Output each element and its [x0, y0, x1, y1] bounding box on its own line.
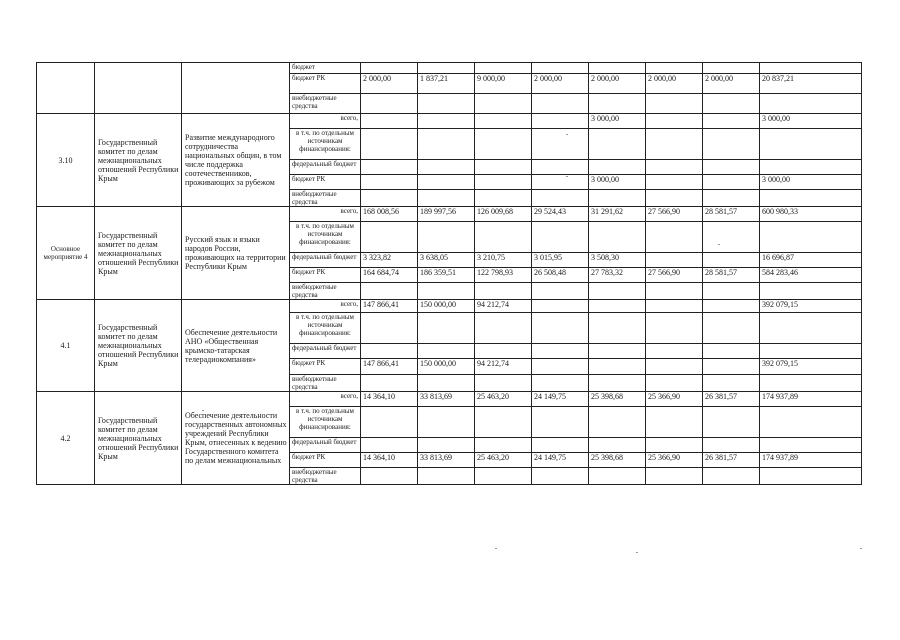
- amount-cell: [475, 313, 532, 344]
- amount-cell: [589, 160, 646, 175]
- total-amount-cell: 600 980,33: [760, 207, 862, 222]
- amount-cell: [532, 222, 589, 253]
- amount-cell: [703, 344, 760, 359]
- amount-cell: 33 813,69: [418, 392, 475, 407]
- amount-cell: [361, 175, 418, 190]
- amount-cell: [589, 94, 646, 114]
- amount-cell: [703, 129, 760, 160]
- funding-source-label: бюджет РК: [290, 453, 361, 468]
- amount-cell: [703, 222, 760, 253]
- total-amount-cell: 392 079,15: [760, 300, 862, 313]
- amount-cell: [532, 300, 589, 313]
- amount-cell: 2 000,00: [361, 74, 418, 94]
- total-amount-cell: 20 837,21: [760, 74, 862, 94]
- amount-cell: 25 398,68: [589, 392, 646, 407]
- amount-cell: [703, 438, 760, 453]
- item-number: 4.1: [37, 300, 95, 392]
- amount-cell: [532, 190, 589, 207]
- amount-cell: [475, 222, 532, 253]
- amount-cell: [589, 375, 646, 392]
- amount-cell: [475, 468, 532, 485]
- total-amount-cell: [760, 375, 862, 392]
- amount-cell: 24 149,75: [532, 392, 589, 407]
- amount-cell: [646, 94, 703, 114]
- amount-cell: 26 381,57: [703, 392, 760, 407]
- executor-cell: Государственный комитет по делам межнациональных отношений Республики Крым: [95, 207, 182, 300]
- amount-cell: [703, 375, 760, 392]
- amount-cell: [361, 114, 418, 129]
- total-amount-cell: [760, 468, 862, 485]
- measure-name-cell: Обеспечение деятельности государственных автономных учреждений Республики Крым, отнесенных к ведению Государственного комитета по делам межнациональных: [182, 392, 290, 485]
- amount-cell: 122 798,93: [475, 268, 532, 283]
- total-amount-cell: [760, 160, 862, 175]
- amount-cell: 14 364,10: [361, 392, 418, 407]
- total-amount-cell: [760, 190, 862, 207]
- amount-cell: [646, 114, 703, 129]
- amount-cell: [532, 407, 589, 438]
- funding-source-label: федеральный бюджет: [290, 160, 361, 175]
- amount-cell: [361, 190, 418, 207]
- funding-source-label: внебюджетные средства: [290, 283, 361, 300]
- amount-cell: [361, 313, 418, 344]
- amount-cell: [418, 344, 475, 359]
- scan-speck: [495, 548, 497, 549]
- amount-cell: [703, 160, 760, 175]
- amount-cell: 2 000,00: [703, 74, 760, 94]
- amount-cell: [475, 160, 532, 175]
- funding-source-label: в т.ч. по отдельным источникам финансирования:: [290, 313, 361, 344]
- measure-name-cell: [182, 63, 290, 114]
- amount-cell: [361, 283, 418, 300]
- amount-cell: [418, 160, 475, 175]
- amount-cell: 25 366,90: [646, 392, 703, 407]
- funding-source-label: всего,: [290, 207, 361, 222]
- funding-source-label: всего,: [290, 114, 361, 129]
- amount-cell: 27 566,90: [646, 207, 703, 222]
- amount-cell: [475, 114, 532, 129]
- amount-cell: [646, 253, 703, 268]
- total-amount-cell: [760, 63, 862, 74]
- amount-cell: [361, 94, 418, 114]
- amount-cell: [589, 407, 646, 438]
- amount-cell: 94 212,74: [475, 359, 532, 375]
- amount-cell: [646, 468, 703, 485]
- funding-source-label: внебюджетные средства: [290, 468, 361, 485]
- amount-cell: 2 000,00: [532, 74, 589, 94]
- amount-cell: 26 381,57: [703, 453, 760, 468]
- amount-cell: [532, 313, 589, 344]
- item-number: [37, 63, 95, 114]
- table-row: [37, 392, 862, 407]
- amount-cell: 150 000,00: [418, 359, 475, 375]
- amount-cell: [418, 114, 475, 129]
- amount-cell: [418, 222, 475, 253]
- amount-cell: 3 210,75: [475, 253, 532, 268]
- funding-source-label: внебюджетные средства: [290, 190, 361, 207]
- total-amount-cell: [760, 222, 862, 253]
- total-amount-cell: 16 696,87: [760, 253, 862, 268]
- amount-cell: [646, 222, 703, 253]
- table-row: [37, 300, 862, 313]
- amount-cell: [475, 190, 532, 207]
- amount-cell: [589, 300, 646, 313]
- amount-cell: 2 000,00: [589, 74, 646, 94]
- amount-cell: [418, 190, 475, 207]
- amount-cell: [418, 407, 475, 438]
- amount-cell: [703, 300, 760, 313]
- total-amount-cell: 174 937,89: [760, 453, 862, 468]
- amount-cell: [646, 438, 703, 453]
- amount-cell: [361, 344, 418, 359]
- funding-source-label: внебюджетные средства: [290, 94, 361, 114]
- amount-cell: [646, 344, 703, 359]
- amount-cell: [532, 359, 589, 375]
- amount-cell: [646, 175, 703, 190]
- amount-cell: [361, 63, 418, 74]
- funding-source-label: бюджет: [290, 63, 361, 74]
- funding-source-label: бюджет РК: [290, 74, 361, 94]
- amount-cell: [361, 468, 418, 485]
- scan-speck: [636, 552, 638, 553]
- amount-cell: [475, 129, 532, 160]
- amount-cell: [418, 63, 475, 74]
- amount-cell: [361, 160, 418, 175]
- amount-cell: [703, 468, 760, 485]
- amount-cell: [361, 129, 418, 160]
- amount-cell: 1 837,21: [418, 74, 475, 94]
- amount-cell: 3 015,95: [532, 253, 589, 268]
- funding-source-label: федеральный бюджет: [290, 438, 361, 453]
- amount-cell: [532, 175, 589, 190]
- amount-cell: 189 997,56: [418, 207, 475, 222]
- funding-source-label: бюджет РК: [290, 359, 361, 375]
- amount-cell: 33 813,69: [418, 453, 475, 468]
- executor-cell: Государственный комитет по делам межнациональных отношений Республики Крым: [95, 114, 182, 207]
- amount-cell: 3 638,05: [418, 253, 475, 268]
- total-amount-cell: 584 283,46: [760, 268, 862, 283]
- item-number: 3.10: [37, 114, 95, 207]
- amount-cell: [646, 160, 703, 175]
- amount-cell: 28 581,57: [703, 268, 760, 283]
- amount-cell: [532, 160, 589, 175]
- table-row: [37, 114, 862, 129]
- funding-source-label: в т.ч. по отдельным источникам финансирования:: [290, 222, 361, 253]
- amount-cell: [589, 438, 646, 453]
- amount-cell: 27 566,90: [646, 268, 703, 283]
- table-row: [37, 63, 862, 74]
- amount-cell: 31 291,62: [589, 207, 646, 222]
- amount-cell: [361, 407, 418, 438]
- amount-cell: [532, 344, 589, 359]
- total-amount-cell: [760, 94, 862, 114]
- amount-cell: 186 359,51: [418, 268, 475, 283]
- scan-speck: [566, 134, 568, 135]
- amount-cell: [361, 438, 418, 453]
- amount-cell: [589, 344, 646, 359]
- amount-cell: [646, 300, 703, 313]
- total-amount-cell: [760, 283, 862, 300]
- item-number: Основное мероприятие 4: [37, 207, 95, 300]
- funding-source-label: бюджет РК: [290, 268, 361, 283]
- amount-cell: [418, 438, 475, 453]
- amount-cell: [589, 129, 646, 160]
- amount-cell: [703, 190, 760, 207]
- amount-cell: 150 000,00: [418, 300, 475, 313]
- funding-source-label: всего,: [290, 300, 361, 313]
- amount-cell: [646, 190, 703, 207]
- amount-cell: 126 009,68: [475, 207, 532, 222]
- amount-cell: [418, 468, 475, 485]
- amount-cell: 29 524,43: [532, 207, 589, 222]
- budget-table: [36, 62, 862, 485]
- amount-cell: 147 866,41: [361, 359, 418, 375]
- amount-cell: [646, 359, 703, 375]
- amount-cell: 3 323,82: [361, 253, 418, 268]
- amount-cell: [703, 313, 760, 344]
- amount-cell: 25 398,68: [589, 453, 646, 468]
- amount-cell: [703, 63, 760, 74]
- measure-name-cell: Обеспечение деятельности АНО «Общественная крымско-татарская телерадиокомпания»: [182, 300, 290, 392]
- total-amount-cell: [760, 438, 862, 453]
- amount-cell: [532, 63, 589, 74]
- funding-source-label: в т.ч. по отдельным источникам финансирования:: [290, 129, 361, 160]
- amount-cell: [589, 313, 646, 344]
- funding-source-label: внебюджетные средства: [290, 375, 361, 392]
- total-amount-cell: 174 937,89: [760, 392, 862, 407]
- amount-cell: [418, 313, 475, 344]
- scan-speck: [860, 548, 862, 549]
- amount-cell: [703, 114, 760, 129]
- scan-speck: [718, 244, 720, 245]
- total-amount-cell: 3 000,00: [760, 175, 862, 190]
- amount-cell: [418, 375, 475, 392]
- total-amount-cell: [760, 407, 862, 438]
- funding-source-label: бюджет РК: [290, 175, 361, 190]
- amount-cell: [418, 94, 475, 114]
- amount-cell: [361, 222, 418, 253]
- amount-cell: 25 463,20: [475, 453, 532, 468]
- scan-speck: [566, 176, 568, 177]
- amount-cell: [589, 222, 646, 253]
- scan-speck: [202, 410, 204, 411]
- amount-cell: [646, 313, 703, 344]
- amount-cell: 164 684,74: [361, 268, 418, 283]
- amount-cell: [646, 63, 703, 74]
- executor-cell: Государственный комитет по делам межнациональных отношений Республики Крым: [95, 300, 182, 392]
- amount-cell: [589, 468, 646, 485]
- amount-cell: [703, 175, 760, 190]
- funding-source-label: в т.ч. по отдельным источникам финансирования:: [290, 407, 361, 438]
- amount-cell: [703, 359, 760, 375]
- amount-cell: [646, 407, 703, 438]
- amount-cell: [475, 375, 532, 392]
- amount-cell: [532, 438, 589, 453]
- amount-cell: [646, 375, 703, 392]
- amount-cell: 24 149,75: [532, 453, 589, 468]
- amount-cell: 27 783,32: [589, 268, 646, 283]
- amount-cell: [475, 94, 532, 114]
- amount-cell: [361, 375, 418, 392]
- measure-name-cell: Развитие международного сотрудничества национальных общин, в том числе поддержка соотечественников, проживающих за рубежом: [182, 114, 290, 207]
- amount-cell: 168 008,56: [361, 207, 418, 222]
- item-number: 4.2: [37, 392, 95, 485]
- amount-cell: 26 508,48: [532, 268, 589, 283]
- amount-cell: [703, 407, 760, 438]
- measure-name-cell: Русский язык и языки народов России, проживающих на территории Республики Крым: [182, 207, 290, 300]
- table-row: [37, 207, 862, 222]
- amount-cell: [646, 283, 703, 300]
- total-amount-cell: 3 000,00: [760, 114, 862, 129]
- amount-cell: [475, 407, 532, 438]
- executor-cell: [95, 63, 182, 114]
- amount-cell: [475, 344, 532, 359]
- total-amount-cell: [760, 313, 862, 344]
- amount-cell: [703, 253, 760, 268]
- amount-cell: [703, 94, 760, 114]
- amount-cell: 94 212,74: [475, 300, 532, 313]
- amount-cell: [532, 468, 589, 485]
- amount-cell: [475, 175, 532, 190]
- amount-cell: 9 000,00: [475, 74, 532, 94]
- amount-cell: 3 508,30: [589, 253, 646, 268]
- amount-cell: [532, 114, 589, 129]
- amount-cell: [418, 129, 475, 160]
- amount-cell: [418, 175, 475, 190]
- amount-cell: [532, 129, 589, 160]
- funding-source-label: всего,: [290, 392, 361, 407]
- amount-cell: [589, 63, 646, 74]
- amount-cell: [589, 359, 646, 375]
- amount-cell: [532, 94, 589, 114]
- amount-cell: 147 866,41: [361, 300, 418, 313]
- total-amount-cell: [760, 129, 862, 160]
- amount-cell: [475, 438, 532, 453]
- amount-cell: [589, 190, 646, 207]
- amount-cell: [475, 63, 532, 74]
- amount-cell: [589, 283, 646, 300]
- executor-cell: Государственный комитет по делам межнациональных отношений Республики Крым: [95, 392, 182, 485]
- amount-cell: 25 463,20: [475, 392, 532, 407]
- amount-cell: [532, 375, 589, 392]
- amount-cell: [532, 283, 589, 300]
- amount-cell: 25 366,90: [646, 453, 703, 468]
- amount-cell: [418, 283, 475, 300]
- amount-cell: [475, 283, 532, 300]
- amount-cell: 28 581,57: [703, 207, 760, 222]
- total-amount-cell: [760, 344, 862, 359]
- amount-cell: 3 000,00: [589, 114, 646, 129]
- funding-source-label: федеральный бюджет: [290, 344, 361, 359]
- total-amount-cell: 392 079,15: [760, 359, 862, 375]
- amount-cell: 3 000,00: [589, 175, 646, 190]
- amount-cell: [646, 129, 703, 160]
- amount-cell: 14 364,10: [361, 453, 418, 468]
- funding-source-label: федеральный бюджет: [290, 253, 361, 268]
- amount-cell: [703, 283, 760, 300]
- amount-cell: 2 000,00: [646, 74, 703, 94]
